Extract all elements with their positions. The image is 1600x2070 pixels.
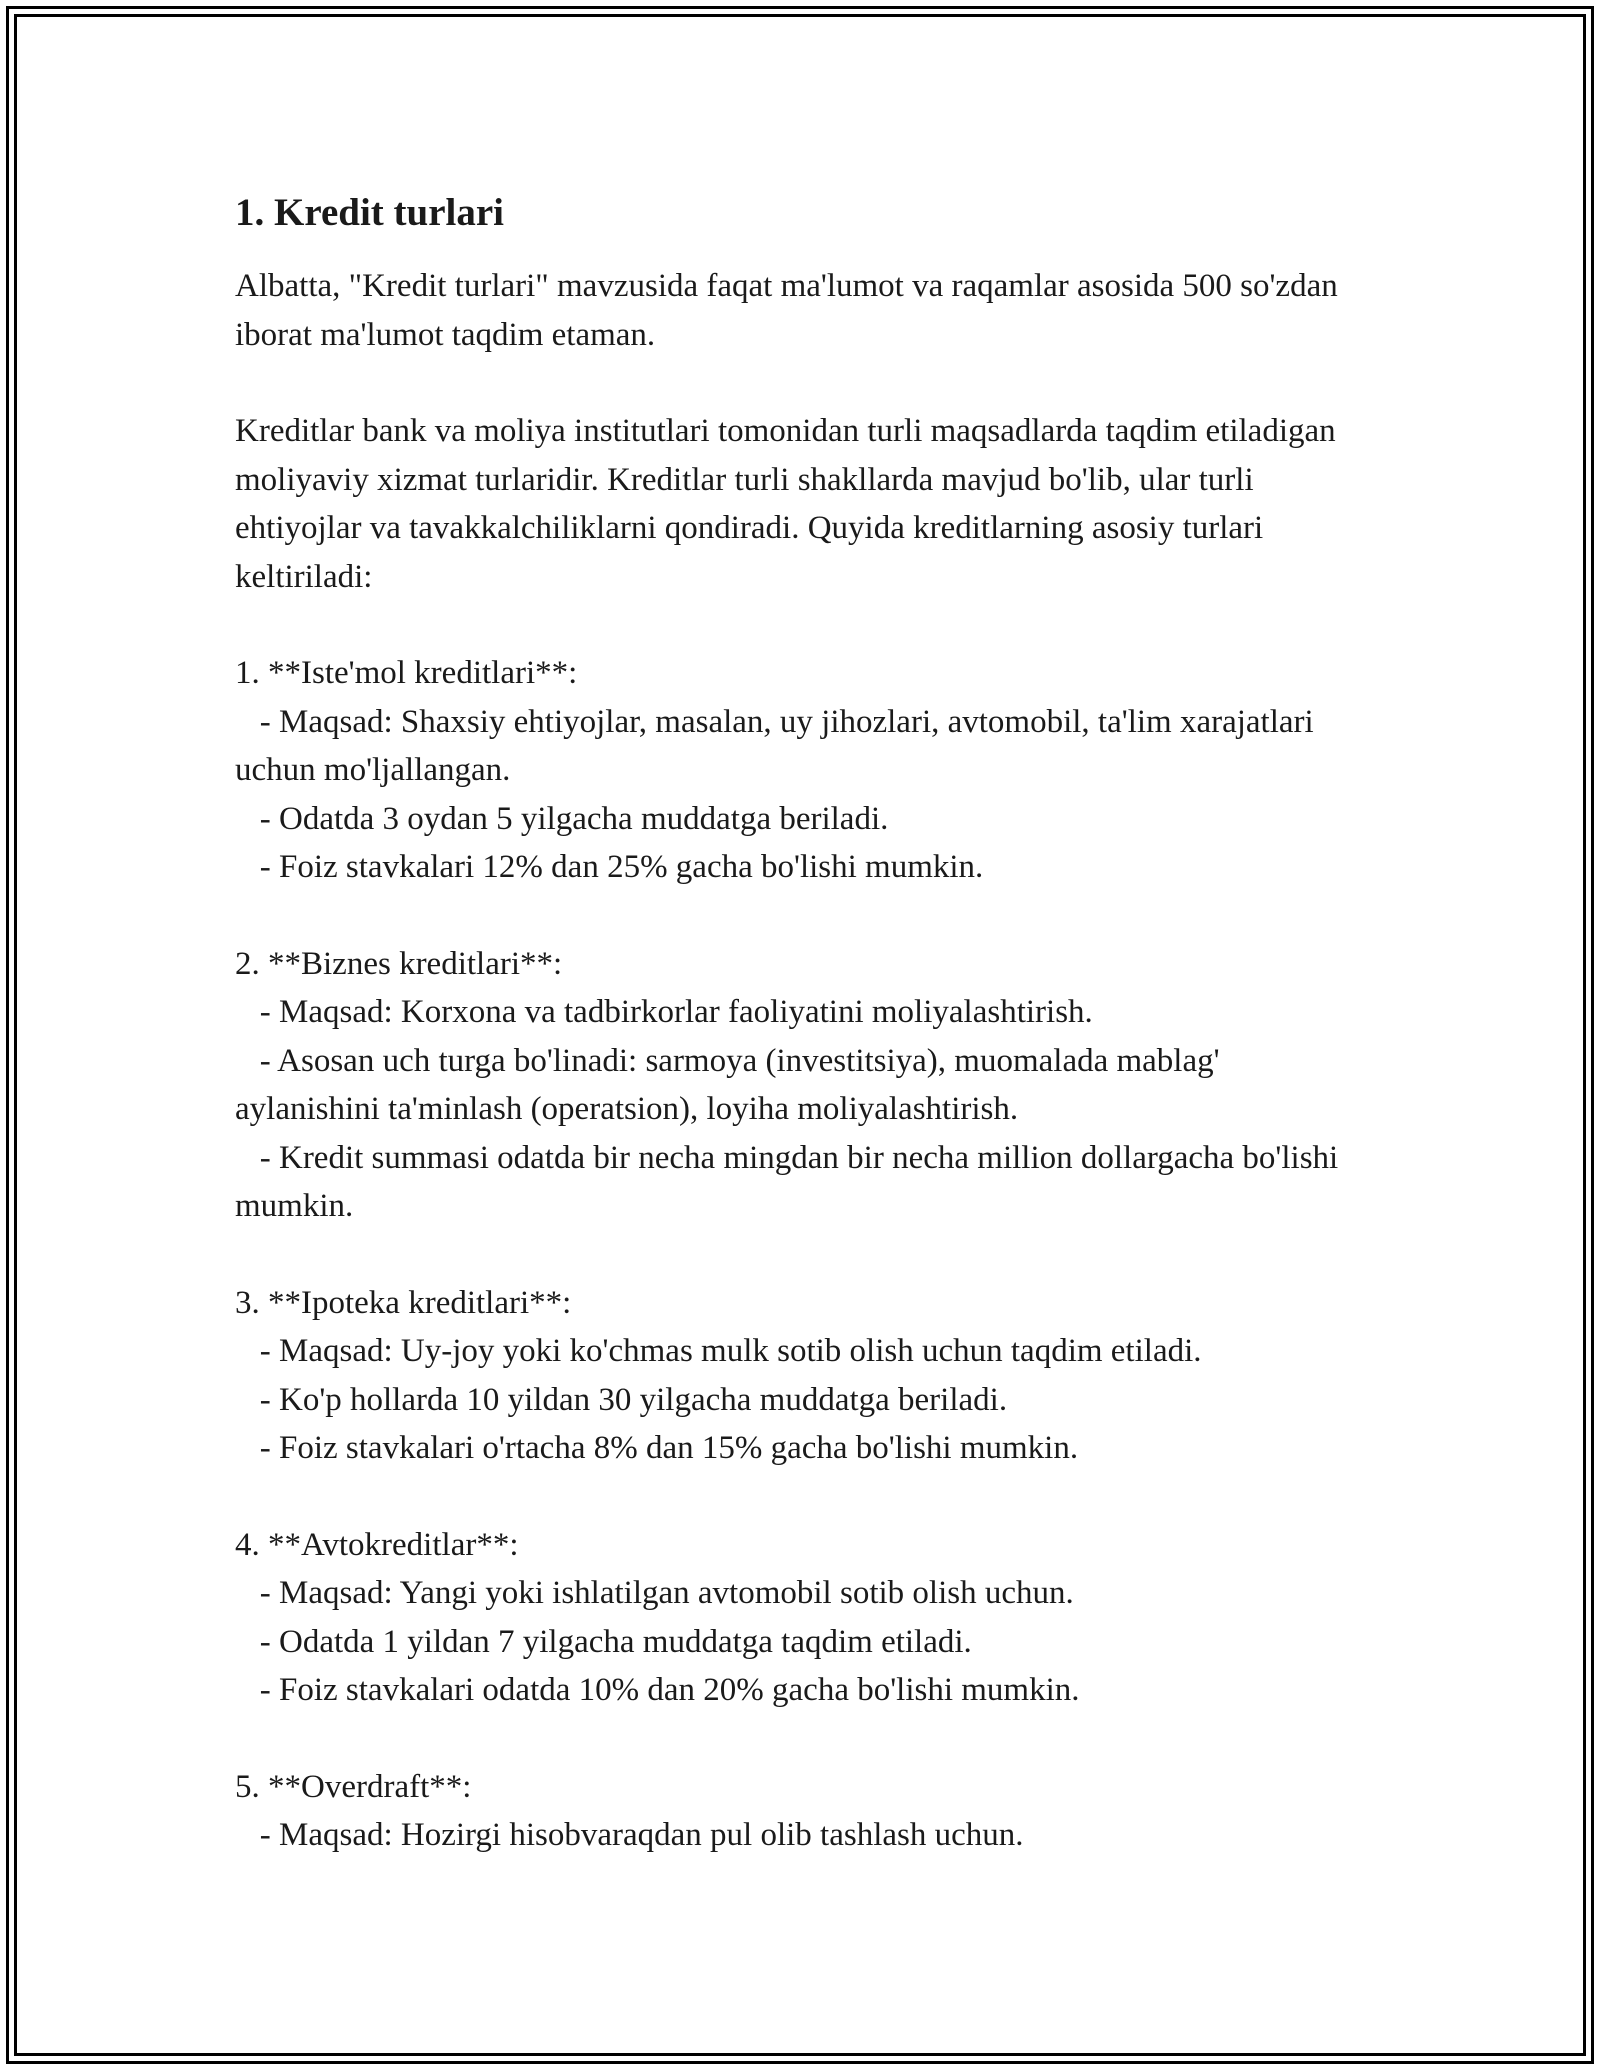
section-heading: 5. **Overdraft**: — [235, 1768, 472, 1805]
section-bullet: - Kredit summasi odatda bir necha mingdan bir necha million dollargacha bo'lishi mumkin. — [235, 1139, 1339, 1224]
document-title: 1. Kredit turlari — [235, 191, 504, 234]
section-bullet: - Foiz stavkalari odatda 10% dan 20% gacha bo'lishi mumkin. — [259, 1672, 1080, 1708]
section-bullet: - Asosan uch turga bo'linadi: sarmoya (investitsiya), muomalada mablag' aylanishini ta'minlash (operatsion), loyiha moliyalashtirish. — [235, 1042, 1220, 1127]
section-bullet: - Odatda 3 oydan 5 yilgacha muddatga beriladi. — [259, 800, 889, 837]
intro-paragraph: Albatta, "Kredit turlari" mavzusida faqat ma'lumot va raqamlar asosida 500 so'zdan iborat ma'lumot taqdim etaman. — [235, 268, 1338, 353]
section-bullet: - Foiz stavkalari 12% dan 25% gacha bo'lishi mumkin. — [259, 849, 984, 885]
section-auto-loans — [235, 1521, 1365, 1715]
section-consumer-loans — [235, 649, 1365, 892]
section-heading: 1. **Iste'mol kreditlari**: — [235, 655, 578, 691]
section-bullet: - Foiz stavkalari o'rtacha 8% dan 15% gacha bo'lishi mumkin. — [259, 1430, 1079, 1466]
section-bullet: - Maqsad: Yangi yoki ishlatilgan avtomobil sotib olish uchun. — [259, 1575, 1074, 1611]
section-mortgage-loans — [235, 1279, 1365, 1473]
section-bullet: - Maqsad: Uy-joy yoki ko'chmas mulk sotib olish uchun taqdim etiladi. — [259, 1333, 1202, 1369]
section-heading: 2. **Biznes kreditlari**: — [235, 945, 563, 982]
document-body — [235, 188, 1365, 1908]
section-business-loans — [235, 940, 1365, 1231]
section-overdraft — [235, 1763, 1365, 1860]
overview-paragraph: Kreditlar bank va moliya institutlari tomonidan turli maqsadlarda taqdim etiladigan moliyaviy xizmat turlaridir. Kreditlar turli shakllarda mavjud bo'lib, ular turli ehtiyojlar va tavakkalchiliklarni qondiradi. Quyida kreditlarning asosiy turlari keltiriladi: — [235, 413, 1336, 595]
section-bullet: - Odatda 1 yildan 7 yilgacha muddatga taqdim etiladi. — [259, 1623, 972, 1660]
section-heading: 3. **Ipoteka kreditlari**: — [235, 1284, 572, 1321]
section-bullet: - Maqsad: Korxona va tadbirkorlar faoliyatini moliyalashtirish. — [259, 994, 1093, 1030]
section-bullet: - Maqsad: Hozirgi hisobvaraqdan pul olib tashlash uchun. — [259, 1817, 1024, 1853]
section-bullet: - Maqsad: Shaxsiy ehtiyojlar, masalan, uy jihozlari, avtomobil, ta'lim xarajatlari uchun mo'ljallangan. — [235, 703, 1314, 788]
section-bullet: - Ko'p hollarda 10 yildan 30 yilgacha muddatga beriladi. — [259, 1381, 1008, 1418]
section-heading: 4. **Avtokreditlar**: — [235, 1526, 519, 1563]
